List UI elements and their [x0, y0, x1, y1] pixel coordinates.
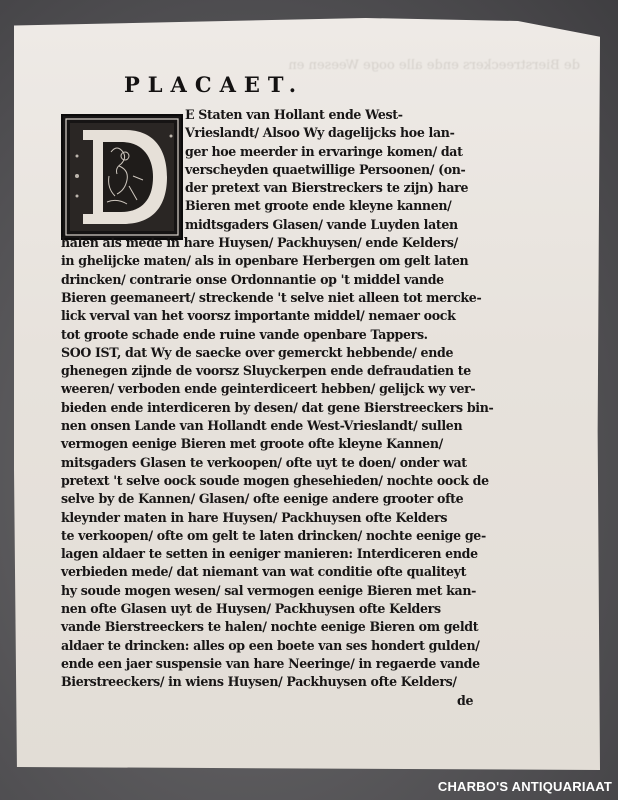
body-line: Bieren met groote ende kleyne kannen/ — [185, 198, 452, 214]
body-line: kleynder maten in hare Huysen/ Packhuysen ofte Kelders — [61, 509, 448, 525]
watermark: CHARBO'S ANTIQUARIAAT — [437, 779, 612, 794]
page-title: PLACAET. — [124, 72, 305, 97]
body-line: E Staten van Hollant ende West- — [185, 107, 403, 122]
catchword: de — [457, 692, 474, 708]
body-line: vande Bierstreeckers te halen/ nochte eenige Bieren om geldt — [61, 619, 479, 635]
body-line: hy soude mogen wesen/ sal vermogen eenige Bieren met kan- — [61, 582, 477, 598]
body-line: mitsgaders Glasen te verkoopen/ ofte uyt te doen/ onder wat — [61, 454, 467, 470]
body-line: aldaer te drincken: alles op een boete van ses hondert gulden/ — [61, 637, 480, 653]
body-line: verbieden mede/ dat niemant van wat conditie ofte qualiteyt — [61, 564, 467, 580]
body-line: halen als mede in hare Huysen/ Packhuysen/ ende Kelders/ — [61, 235, 458, 251]
body-line: vermogen eenige Bieren met groote ofte kleyne Kannen/ — [61, 436, 443, 452]
body-line: der pretext van Bierstreckers te zijn) hare — [185, 180, 469, 196]
body-line: nen ofte Glasen uyt de Huysen/ Packhuysen ofte Kelders — [61, 601, 441, 617]
body-line: tot groote schade ende ruine vande openbare Tappers. — [61, 326, 428, 342]
body-line: te verkoopen/ ofte om gelt te laten drincken/ nochte eenige ge- — [61, 527, 486, 543]
body-line: Vrieslandt/ Alsoo Wy dagelijcks hoe lan- — [185, 125, 455, 141]
body-line: pretext 't selve oock soude mogen ghesehieden/ nochte oock de — [61, 472, 489, 488]
body-line: drincken/ contrarie onse Ordonnantie op 't middel vande — [61, 271, 444, 287]
body-line: weeren/ verboden ende geinterdiceert hebben/ gelijck wy ver- — [61, 381, 476, 397]
body-line: midtsgaders Glasen/ vande Luyden laten — [185, 216, 458, 232]
body-line: ghenegen zijnde de voorsz Sluyckerpen ende defraudatien te — [61, 363, 471, 379]
body-line: lick verval van het voorsz importante middel/ nemaer oock — [61, 308, 456, 324]
body-line: selve by de Kannen/ Glasen/ ofte eenige andere grooter ofte — [61, 491, 464, 507]
document-body — [61, 106, 494, 710]
body-line: SOO IST, dat Wy de saecke over gemerckt hebbende/ ende — [61, 344, 454, 360]
body-line: bieden ende interdiceren by desen/ dat gene Bierstreeckers bin- — [61, 399, 494, 415]
body-line: Bieren geemaneert/ streckende 't selve niet alleen tot mercke- — [61, 289, 482, 305]
bleed-through-text: de Bierstreeckers ende alle ooge Weesen en — [288, 58, 580, 73]
body-line: Bierstreeckers/ in wiens Huysen/ Packhuysen ofte Kelders/ — [61, 674, 457, 690]
body-line: ende een jaer suspensie van hare Neeringe/ in regaerde vande — [61, 655, 480, 671]
body-line: ger hoe meerder in ervaringe komen/ dat — [185, 143, 463, 159]
body-line: verscheyden quaetwillige Persoonen/ (on- — [185, 161, 466, 177]
body-line: lagen aldaer te setten in eeniger manieren: Interdiceren ende — [61, 546, 478, 562]
body-line: nen onsen Lande van Hollandt ende West-Vrieslandt/ sullen — [61, 418, 463, 434]
body-line: in ghelijcke maten/ als in openbare Herbergen om gelt laten — [61, 253, 469, 269]
